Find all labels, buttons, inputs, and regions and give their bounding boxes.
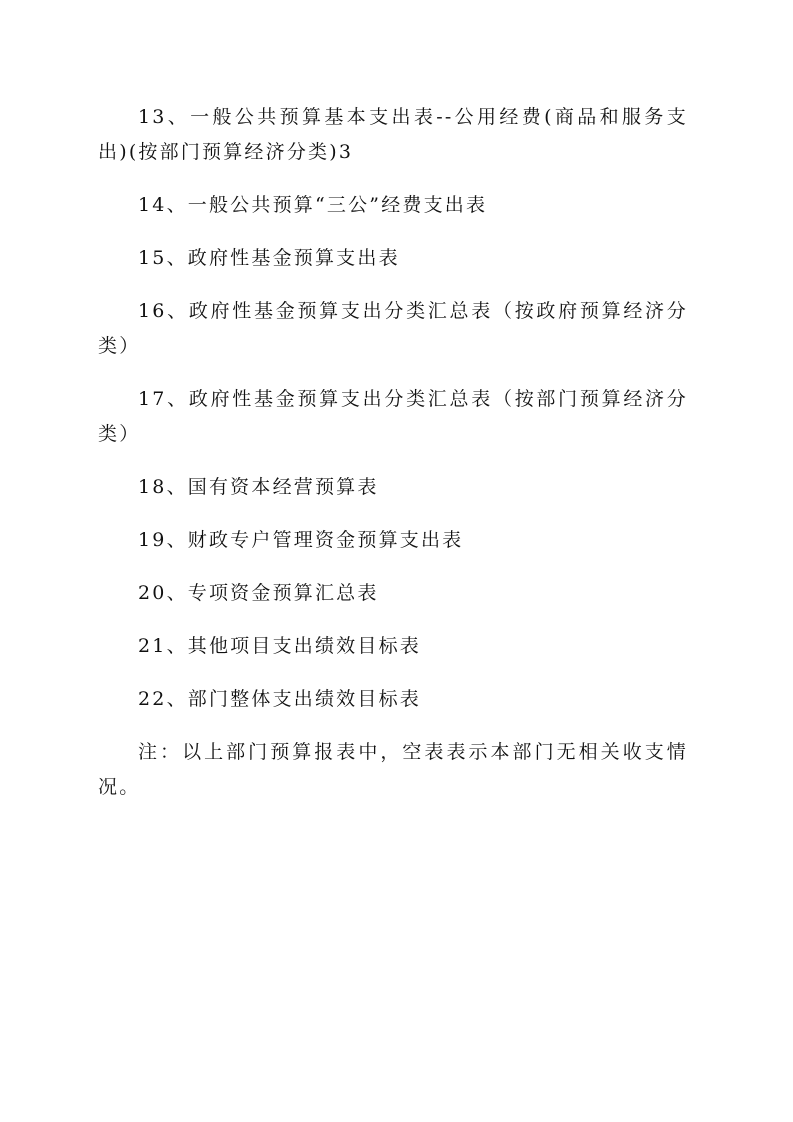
list-item-16: 16、政府性基金预算支出分类汇总表（按政府预算经济分类） (98, 300, 688, 357)
list-item-20: 20、专项资金预算汇总表 (138, 582, 379, 604)
note-paragraph: 注：以上部门预算报表中，空表表示本部门无相关收支情况。 (98, 741, 688, 798)
list-item-22: 22、部门整体支出绩效目标表 (138, 688, 421, 710)
list-item-14: 14、一般公共预算“三公”经费支出表 (138, 194, 488, 216)
list-item-19: 19、财政专户管理资金预算支出表 (138, 529, 464, 551)
list-item-13: 13、一般公共预算基本支出表--公用经费(商品和服务支出)(按部门预算经济分类)3 (98, 106, 688, 163)
list-item-21: 21、其他项目支出绩效目标表 (138, 635, 421, 657)
list-item-18: 18、国有资本经营预算表 (138, 476, 379, 498)
document-body (98, 100, 688, 823)
list-item-17: 17、政府性基金预算支出分类汇总表（按部门预算经济分类） (98, 388, 688, 445)
list-item-15: 15、政府性基金预算支出表 (138, 247, 400, 269)
